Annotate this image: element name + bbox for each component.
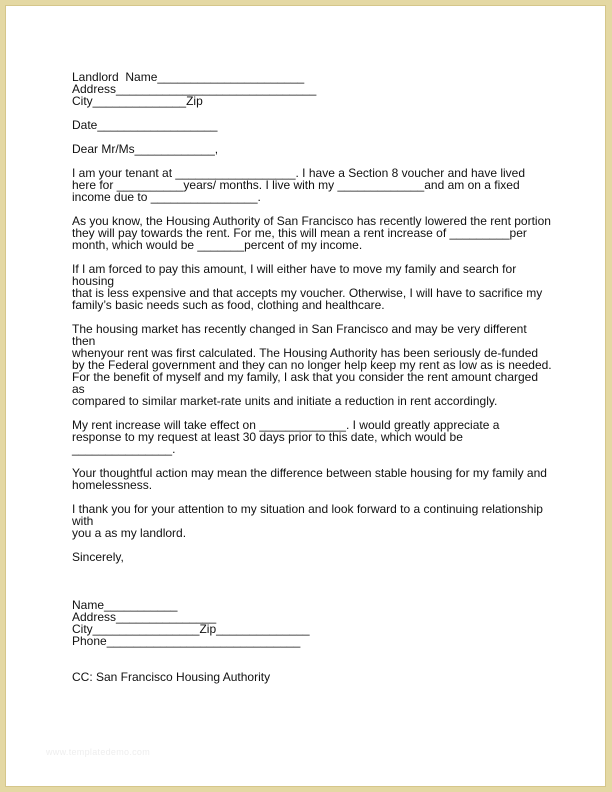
tenant-address-line: Address_______________: [72, 610, 217, 624]
paragraph-thank-you: I thank you for your attention to my situation and look forward to a continuing relationship with you a as my landlord.: [72, 502, 543, 540]
paragraph-rent-increase: As you know, the Housing Authority of San Francisco has recently lowered the rent portion they will pay towards the rent. For me, this will mean a rent increase of _________per month, which would be _______percent of my income.: [72, 214, 551, 252]
paragraph-housing-market: The housing market has recently changed in San Francisco and may be very different then whenyour rent was first calculated. The Housing Authority has been seriously de-funded by the Federal government and they can no longer help keep my rent as low as is needed. For the benefit of myself and my family, I ask that you consider the rent amount charged as compared to similar market-rate units and initiate a reduction in rent accordingly.: [72, 322, 552, 408]
landlord-city-zip-line: City______________Zip: [72, 94, 203, 108]
letter-body: [72, 71, 552, 683]
paragraph-thoughtful-action: Your thoughtful action may mean the difference between stable housing for my family and homelessness.: [72, 466, 547, 492]
document-page: [5, 5, 606, 787]
tenant-name-line: Name___________: [72, 598, 178, 612]
salutation: Dear Mr/Ms____________,: [72, 142, 219, 156]
paragraph-consequences: If I am forced to pay this amount, I will either have to move my family and search for housing that is less expensive and that accepts my voucher. Otherwise, I will have to sacrifice my family’s basic needs such as food, clothing and healthcare.: [72, 262, 543, 312]
paragraph-tenant-intro: I am your tenant at __________________. I have a Section 8 voucher and have lived here for __________years/ months. I live with my _____________and am on a fixed income due to ________________.: [72, 166, 525, 204]
tenant-signature-block: [72, 599, 552, 647]
landlord-address-line: Address______________________________: [72, 82, 317, 96]
paragraph-effective-date: My rent increase will take effect on _____________. I would greatly appreciate a response to my request at least 30 days prior to this date, which would be _______________.: [72, 418, 500, 456]
closing: Sincerely,: [72, 550, 124, 564]
landlord-name-line: Landlord Name______________________: [72, 70, 305, 84]
landlord-address-block: [72, 71, 552, 107]
cc-line: CC: San Francisco Housing Authority: [72, 670, 271, 684]
tenant-city-zip-line: City________________Zip______________: [72, 622, 310, 636]
date-line: Date__________________: [72, 118, 218, 132]
watermark: www.templatedemo.com: [46, 747, 151, 757]
tenant-phone-line: Phone_____________________________: [72, 634, 301, 648]
